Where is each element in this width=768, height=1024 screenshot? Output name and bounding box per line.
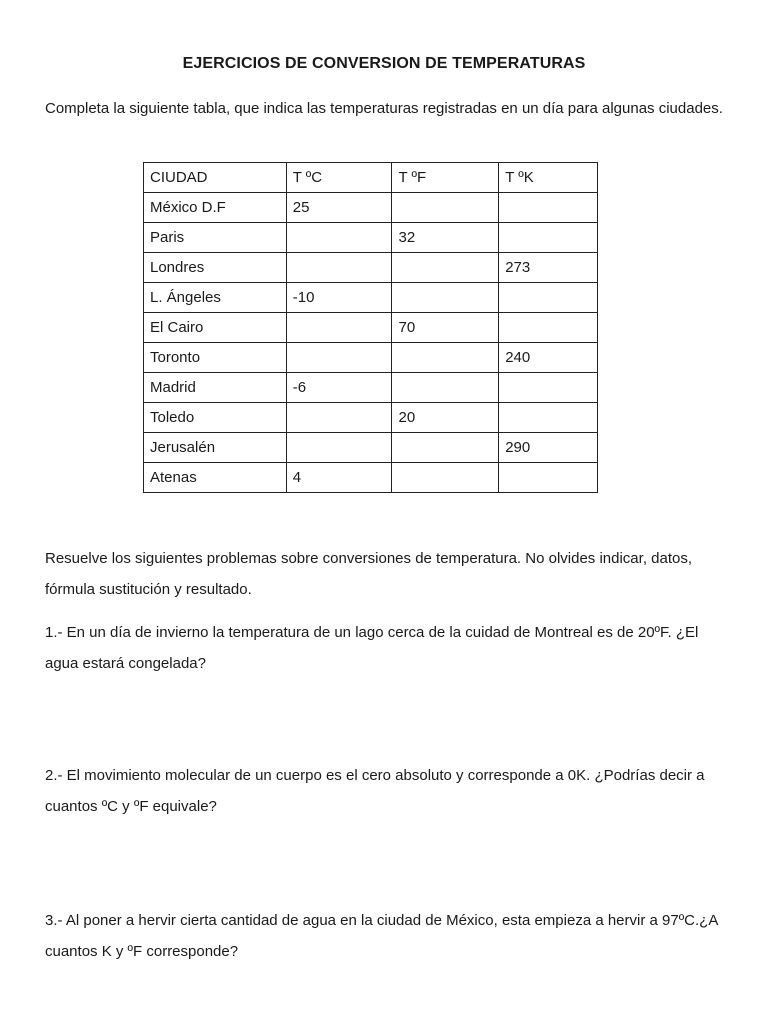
kelvin-cell: 240 (499, 343, 598, 373)
table-row (144, 343, 598, 373)
instructions-text: Resuelve los siguientes problemas sobre conversiones de temperatura. No olvides indicar, datos, fórmula sustitución y resultado. (45, 550, 693, 598)
celsius-cell: -10 (286, 283, 392, 313)
page-title: EJERCICIOS DE CONVERSION DE TEMPERATURAS (182, 55, 586, 72)
kelvin-cell: 273 (499, 253, 598, 283)
table-row (144, 433, 598, 463)
header-kelvin: T ºK (499, 163, 598, 193)
kelvin-cell (499, 373, 598, 403)
celsius-cell (286, 223, 392, 253)
celsius-cell (286, 343, 392, 373)
celsius-cell (286, 253, 392, 283)
header-city: CIUDAD (144, 163, 287, 193)
table-row (144, 283, 598, 313)
celsius-cell: 4 (286, 463, 392, 493)
celsius-cell (286, 403, 392, 433)
city-cell: Atenas (144, 463, 287, 493)
city-cell: Toronto (144, 343, 287, 373)
kelvin-cell (499, 223, 598, 253)
problem-3: 3.- Al poner a hervir cierta cantidad de agua en la ciudad de México, esta empieza a hervir a 97ºC.¿A cuantos K y ºF corresponde? (45, 912, 718, 960)
kelvin-cell (499, 193, 598, 223)
city-cell: Jerusalén (144, 433, 287, 463)
problem-1: 1.- En un día de invierno la temperatura de un lago cerca de la cuidad de Montreal es de 20ºF. ¿El agua estará congelada? (45, 624, 699, 672)
celsius-cell: 25 (286, 193, 392, 223)
kelvin-cell (499, 313, 598, 343)
city-cell: El Cairo (144, 313, 287, 343)
table-row (144, 223, 598, 253)
fahrenheit-cell: 70 (392, 313, 499, 343)
celsius-cell (286, 433, 392, 463)
intro-text: Completa la siguiente tabla, que indica las temperaturas registradas en un día para algunas ciudades. (45, 100, 723, 117)
city-cell: Paris (144, 223, 287, 253)
fahrenheit-cell (392, 463, 499, 493)
fahrenheit-cell: 32 (392, 223, 499, 253)
table-header-row (144, 163, 598, 193)
table-row (144, 313, 598, 343)
kelvin-cell: 290 (499, 433, 598, 463)
city-cell: Londres (144, 253, 287, 283)
table-row (144, 373, 598, 403)
table-row (144, 463, 598, 493)
kelvin-cell (499, 403, 598, 433)
kelvin-cell (499, 283, 598, 313)
table-row (144, 193, 598, 223)
problem-2: 2.- El movimiento molecular de un cuerpo es el cero absoluto y corresponde a 0K. ¿Podrías decir a cuantos ºC y ºF equivale? (45, 767, 705, 815)
fahrenheit-cell (392, 373, 499, 403)
kelvin-cell (499, 463, 598, 493)
city-cell: Toledo (144, 403, 287, 433)
table-row (144, 403, 598, 433)
fahrenheit-cell (392, 253, 499, 283)
city-cell: Madrid (144, 373, 287, 403)
celsius-cell (286, 313, 392, 343)
header-celsius: T ºC (286, 163, 392, 193)
temperature-table (143, 162, 598, 493)
fahrenheit-cell (392, 433, 499, 463)
table-row (144, 253, 598, 283)
celsius-cell: -6 (286, 373, 392, 403)
header-fahrenheit: T ºF (392, 163, 499, 193)
fahrenheit-cell (392, 283, 499, 313)
fahrenheit-cell (392, 193, 499, 223)
fahrenheit-cell: 20 (392, 403, 499, 433)
city-cell: México D.F (144, 193, 287, 223)
fahrenheit-cell (392, 343, 499, 373)
city-cell: L. Ángeles (144, 283, 287, 313)
